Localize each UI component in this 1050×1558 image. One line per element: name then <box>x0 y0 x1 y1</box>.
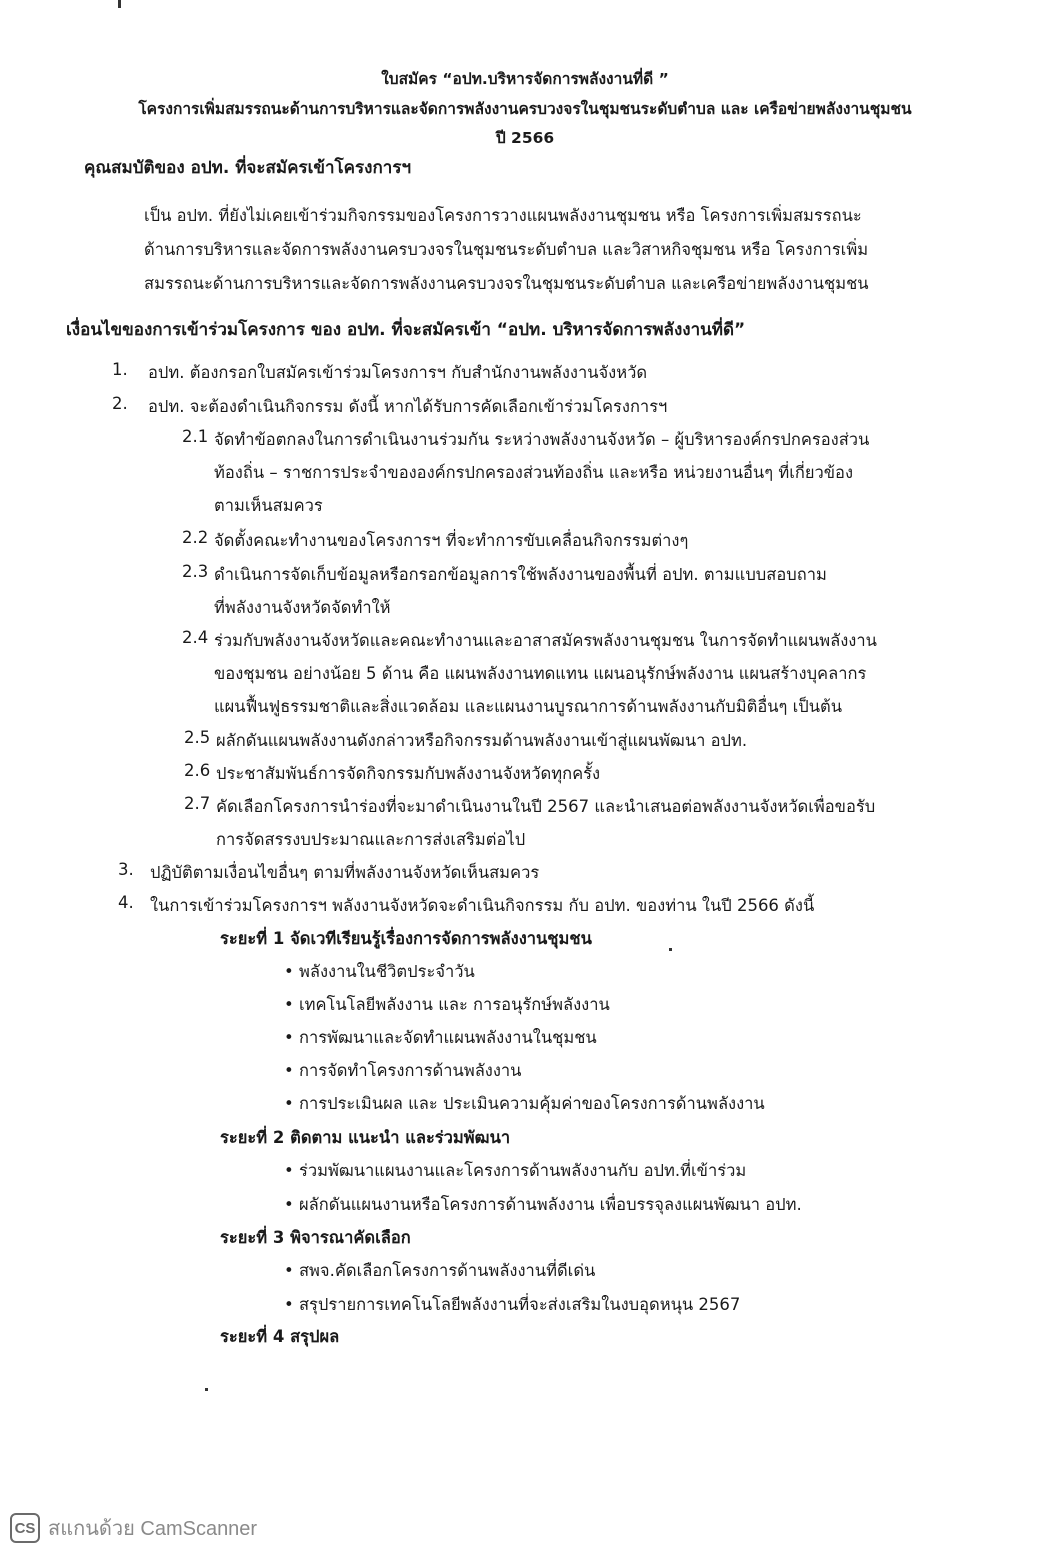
camscanner-text: สแกนด้วย CamScanner <box>48 1518 258 1540</box>
conditions-heading: เงื่อนไขของการเข้าร่วมโครงการ ของ อปท. ที่จะสมัครเข้า “อปท. บริหารจัดการพลังงานที่ดี” <box>66 320 746 340</box>
subitem-line: จัดตั้งคณะทำงานของโครงการฯ ที่จะทำการขับเคลื่อนกิจกรรมต่างๆ <box>214 531 689 550</box>
subitem-line: จัดทำข้อตกลงในการดำเนินงานร่วมกัน ระหว่างพลังงานจังหวัด – ผู้บริหารองค์กรปกครองส่วน <box>214 430 870 449</box>
form-title: ใบสมัคร “อปท.บริหารจัดการพลังงานที่ดี ” <box>381 70 669 88</box>
subitem-number: 2.7 <box>184 794 211 813</box>
project-subtitle: โครงการเพิ่มสมรรถนะด้านการบริหารและจัดการพลังงานครบวงจรในชุมชนระดับตำบล และ เครือข่ายพลังงานชุมชน <box>138 100 912 118</box>
phase-bullet: • การประเมินผล และ ประเมินความคุ้มค่าของโครงการด้านพลังงาน <box>284 1094 765 1113</box>
phase-bullet: • ร่วมพัฒนาแผนงานและโครงการด้านพลังงานกับ อปท.ที่เข้าร่วม <box>284 1161 747 1180</box>
subitem-line: ผลักดันแผนพลังงานดังกล่าวหรือกิจกรรมด้านพลังงานเข้าสู่แผนพัฒนา อปท. <box>216 731 748 750</box>
item-number: 4. <box>118 893 134 912</box>
subitem-number: 2.6 <box>184 761 211 780</box>
subitem-line: คัดเลือกโครงการนำร่องที่จะมาดำเนินงานในปี 2567 และนำเสนอต่อพลังงานจังหวัดเพื่อขอรับ <box>216 797 876 816</box>
item-number: 2. <box>112 394 128 413</box>
qualifications-line: ด้านการบริหารและจัดการพลังงานครบวงจรในชุมชนระดับตำบล และวิสาหกิจชุมชน หรือ โครงการเพิ่ม <box>144 240 869 259</box>
phase-title: ระยะที่ 1 จัดเวทีเรียนรู้เรื่องการจัดการพลังงานชุมชน <box>220 929 592 948</box>
project-year: ปี 2566 <box>495 129 555 147</box>
phase-bullet: • เทคโนโลยีพลังงาน และ การอนุรักษ์พลังงาน <box>284 995 610 1014</box>
qualifications-line: สมรรถนะด้านการบริหารและจัดการพลังงานครบวงจรในชุมชนระดับตำบล และเครือข่ายพลังงานชุมชน <box>144 274 869 293</box>
subitem-line: ร่วมกับพลังงานจังหวัดและคณะทำงานและอาสาสมัครพลังงานชุมชน ในการจัดทำแผนพลังงาน <box>214 631 877 650</box>
condition-item: ปฏิบัติตามเงื่อนไขอื่นๆ ตามที่พลังงานจังหวัดเห็นสมควร <box>150 863 540 882</box>
subitem-number: 2.3 <box>182 562 209 581</box>
phase-bullet: • การจัดทำโครงการด้านพลังงาน <box>284 1061 522 1080</box>
camscanner-logo-icon: CS <box>10 1513 40 1543</box>
scan-mark <box>118 0 121 8</box>
subitem-line: ของชุมชน อย่างน้อย 5 ด้าน คือ แผนพลังงานทดแทน แผนอนุรักษ์พลังงาน แผนสร้างบุคลากร <box>214 664 867 683</box>
subitem-number: 2.1 <box>182 427 209 446</box>
subitem-line: ที่พลังงานจังหวัดจัดทำให้ <box>214 598 391 617</box>
phase-title: ระยะที่ 3 พิจารณาคัดเลือก <box>220 1228 411 1247</box>
subitem-line: ประชาสัมพันธ์การจัดกิจกรรมกับพลังงานจังหวัดทุกครั้ง <box>216 764 601 783</box>
scan-mark <box>205 1388 208 1391</box>
qualifications-line: เป็น อปท. ที่ยังไม่เคยเข้าร่วมกิจกรรมของโครงการวางแผนพลังงานชุมชน หรือ โครงการเพิ่มสมรรถนะ <box>144 206 862 225</box>
subitem-line: แผนฟื้นฟูธรรมชาติและสิ่งแวดล้อม และแผนงานบูรณาการด้านพลังงานกับมิติอื่นๆ เป็นต้น <box>214 697 843 716</box>
subitem-number: 2.2 <box>182 528 209 547</box>
condition-item: อปท. จะต้องดำเนินกิจกรรม ดังนี้ หากได้รับการคัดเลือกเข้าร่วมโครงการฯ <box>148 397 668 416</box>
qualifications-heading: คุณสมบัติของ อปท. ที่จะสมัครเข้าโครงการฯ <box>84 158 412 178</box>
subitem-number: 2.4 <box>182 628 209 647</box>
subitem-line: ตามเห็นสมควร <box>214 496 323 515</box>
phase-bullet: • สพจ.คัดเลือกโครงการด้านพลังงานที่ดีเด่น <box>284 1261 596 1280</box>
phase-bullet: • การพัฒนาและจัดทำแผนพลังงานในชุมชน <box>284 1028 597 1047</box>
phase-title: ระยะที่ 2 ติดตาม แนะนำ และร่วมพัฒนา <box>220 1128 511 1147</box>
item-number: 3. <box>118 860 134 879</box>
phase-bullet: • ผลักดันแผนงานหรือโครงการด้านพลังงาน เพื่อบรรจุลงแผนพัฒนา อปท. <box>284 1195 802 1214</box>
subitem-number: 2.5 <box>184 728 211 747</box>
phase-title: ระยะที่ 4 สรุปผล <box>220 1327 340 1346</box>
subitem-line: ดำเนินการจัดเก็บข้อมูลหรือกรอกข้อมูลการใช้พลังงานของพื้นที่ อปท. ตามแบบสอบถาม <box>214 565 827 584</box>
subitem-line: ท้องถิ่น – ราชการประจำขององค์กรปกครองส่วนท้องถิ่น และหรือ หน่วยงานอื่นๆ ที่เกี่ยวข้อง <box>214 463 854 482</box>
condition-item: อปท. ต้องกรอกใบสมัครเข้าร่วมโครงการฯ กับสำนักงานพลังงานจังหวัด <box>148 363 648 382</box>
scan-mark <box>669 948 672 951</box>
item-number: 1. <box>112 360 128 379</box>
subitem-line: การจัดสรรงบประมาณและการส่งเสริมต่อไป <box>216 830 526 849</box>
camscanner-watermark <box>10 1512 257 1544</box>
condition-item: ในการเข้าร่วมโครงการฯ พลังงานจังหวัดจะดำเนินกิจกรรม กับ อปท. ของท่าน ในปี 2566 ดังนี้ <box>150 896 815 915</box>
phase-bullet: • พลังงานในชีวิตประจำวัน <box>284 962 475 981</box>
phase-bullet: • สรุปรายการเทคโนโลยีพลังงานที่จะส่งเสริมในงบอุดหนุน 2567 <box>284 1295 741 1314</box>
